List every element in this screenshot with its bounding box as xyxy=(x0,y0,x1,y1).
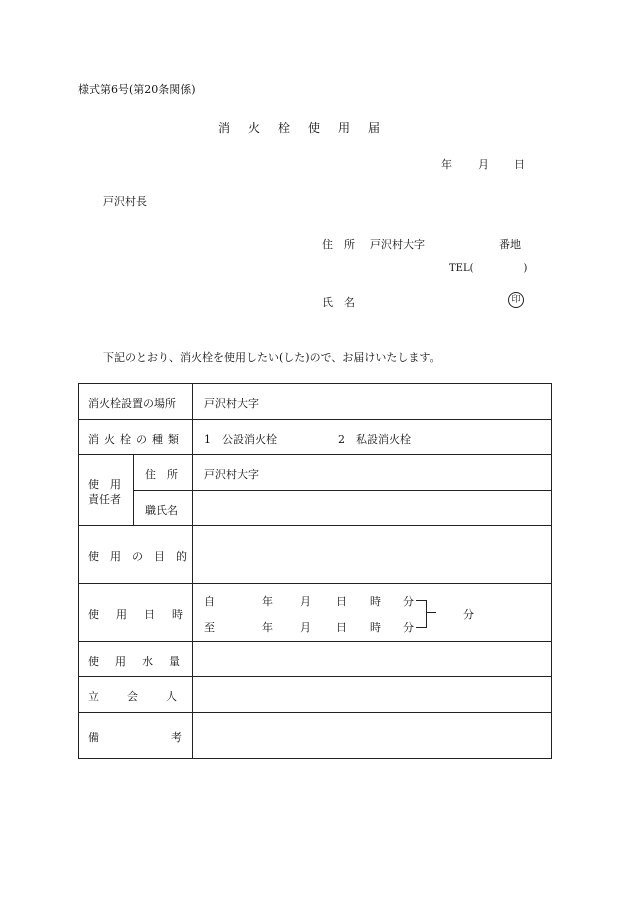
to-minute: 分 xyxy=(403,621,414,634)
date-year: 年 xyxy=(441,158,452,171)
date-day: 日 xyxy=(514,158,525,171)
purpose-label: 使用の目的 xyxy=(88,550,198,563)
type-label: 消火栓の種類 xyxy=(88,433,184,446)
type-option-public: 1 公設消火栓 xyxy=(204,433,277,446)
applicant-address-value: 戸沢村大字 xyxy=(370,238,425,251)
intro-text: 下記のとおり、消火栓を使用したい(した)ので、お届けいたします。 xyxy=(103,351,441,364)
to-hour: 時 xyxy=(370,621,381,634)
datetime-to-label: 至 xyxy=(204,621,215,634)
from-month: 月 xyxy=(300,595,311,608)
applicant-tel: TEL( ) xyxy=(449,263,528,274)
duration-bracket xyxy=(416,600,427,628)
applicant-address-label: 住 所 xyxy=(322,238,355,251)
recipient: 戸沢村長 xyxy=(103,195,147,208)
from-hour: 時 xyxy=(370,595,381,608)
location-value: 戸沢村大字 xyxy=(204,397,259,410)
from-minute: 分 xyxy=(403,595,414,608)
remarks-label: 備考 xyxy=(88,731,254,744)
location-label: 消火栓設置の場所 xyxy=(88,397,176,410)
applicant-banchi: 番地 xyxy=(499,238,521,251)
water-label: 使用水量 xyxy=(88,655,196,668)
responsible-address-value: 戸沢村大字 xyxy=(204,468,259,481)
datetime-from-label: 自 xyxy=(204,595,215,608)
form-number: 様式第6号(第20条関係) xyxy=(78,83,196,96)
to-day: 日 xyxy=(336,621,347,634)
to-year: 年 xyxy=(262,621,273,634)
responsible-label-top: 使 用 xyxy=(88,478,121,491)
type-option-private: 2 私設消火栓 xyxy=(338,433,411,446)
responsible-name-label: 職氏名 xyxy=(145,504,178,517)
form-title: 消 火 栓 使 用 届 xyxy=(218,121,384,135)
applicant-name-label: 氏 名 xyxy=(322,296,355,309)
date-month: 月 xyxy=(478,158,489,171)
from-year: 年 xyxy=(262,595,273,608)
from-day: 日 xyxy=(336,595,347,608)
datetime-label: 使用日時 xyxy=(88,608,200,621)
responsible-label-bottom: 責任者 xyxy=(88,493,121,506)
responsible-address-label: 住 所 xyxy=(145,468,178,481)
seal-icon: 印 xyxy=(508,292,524,308)
witness-label: 立会人 xyxy=(88,690,205,703)
duration-unit: 分 xyxy=(463,608,474,621)
to-month: 月 xyxy=(300,621,311,634)
